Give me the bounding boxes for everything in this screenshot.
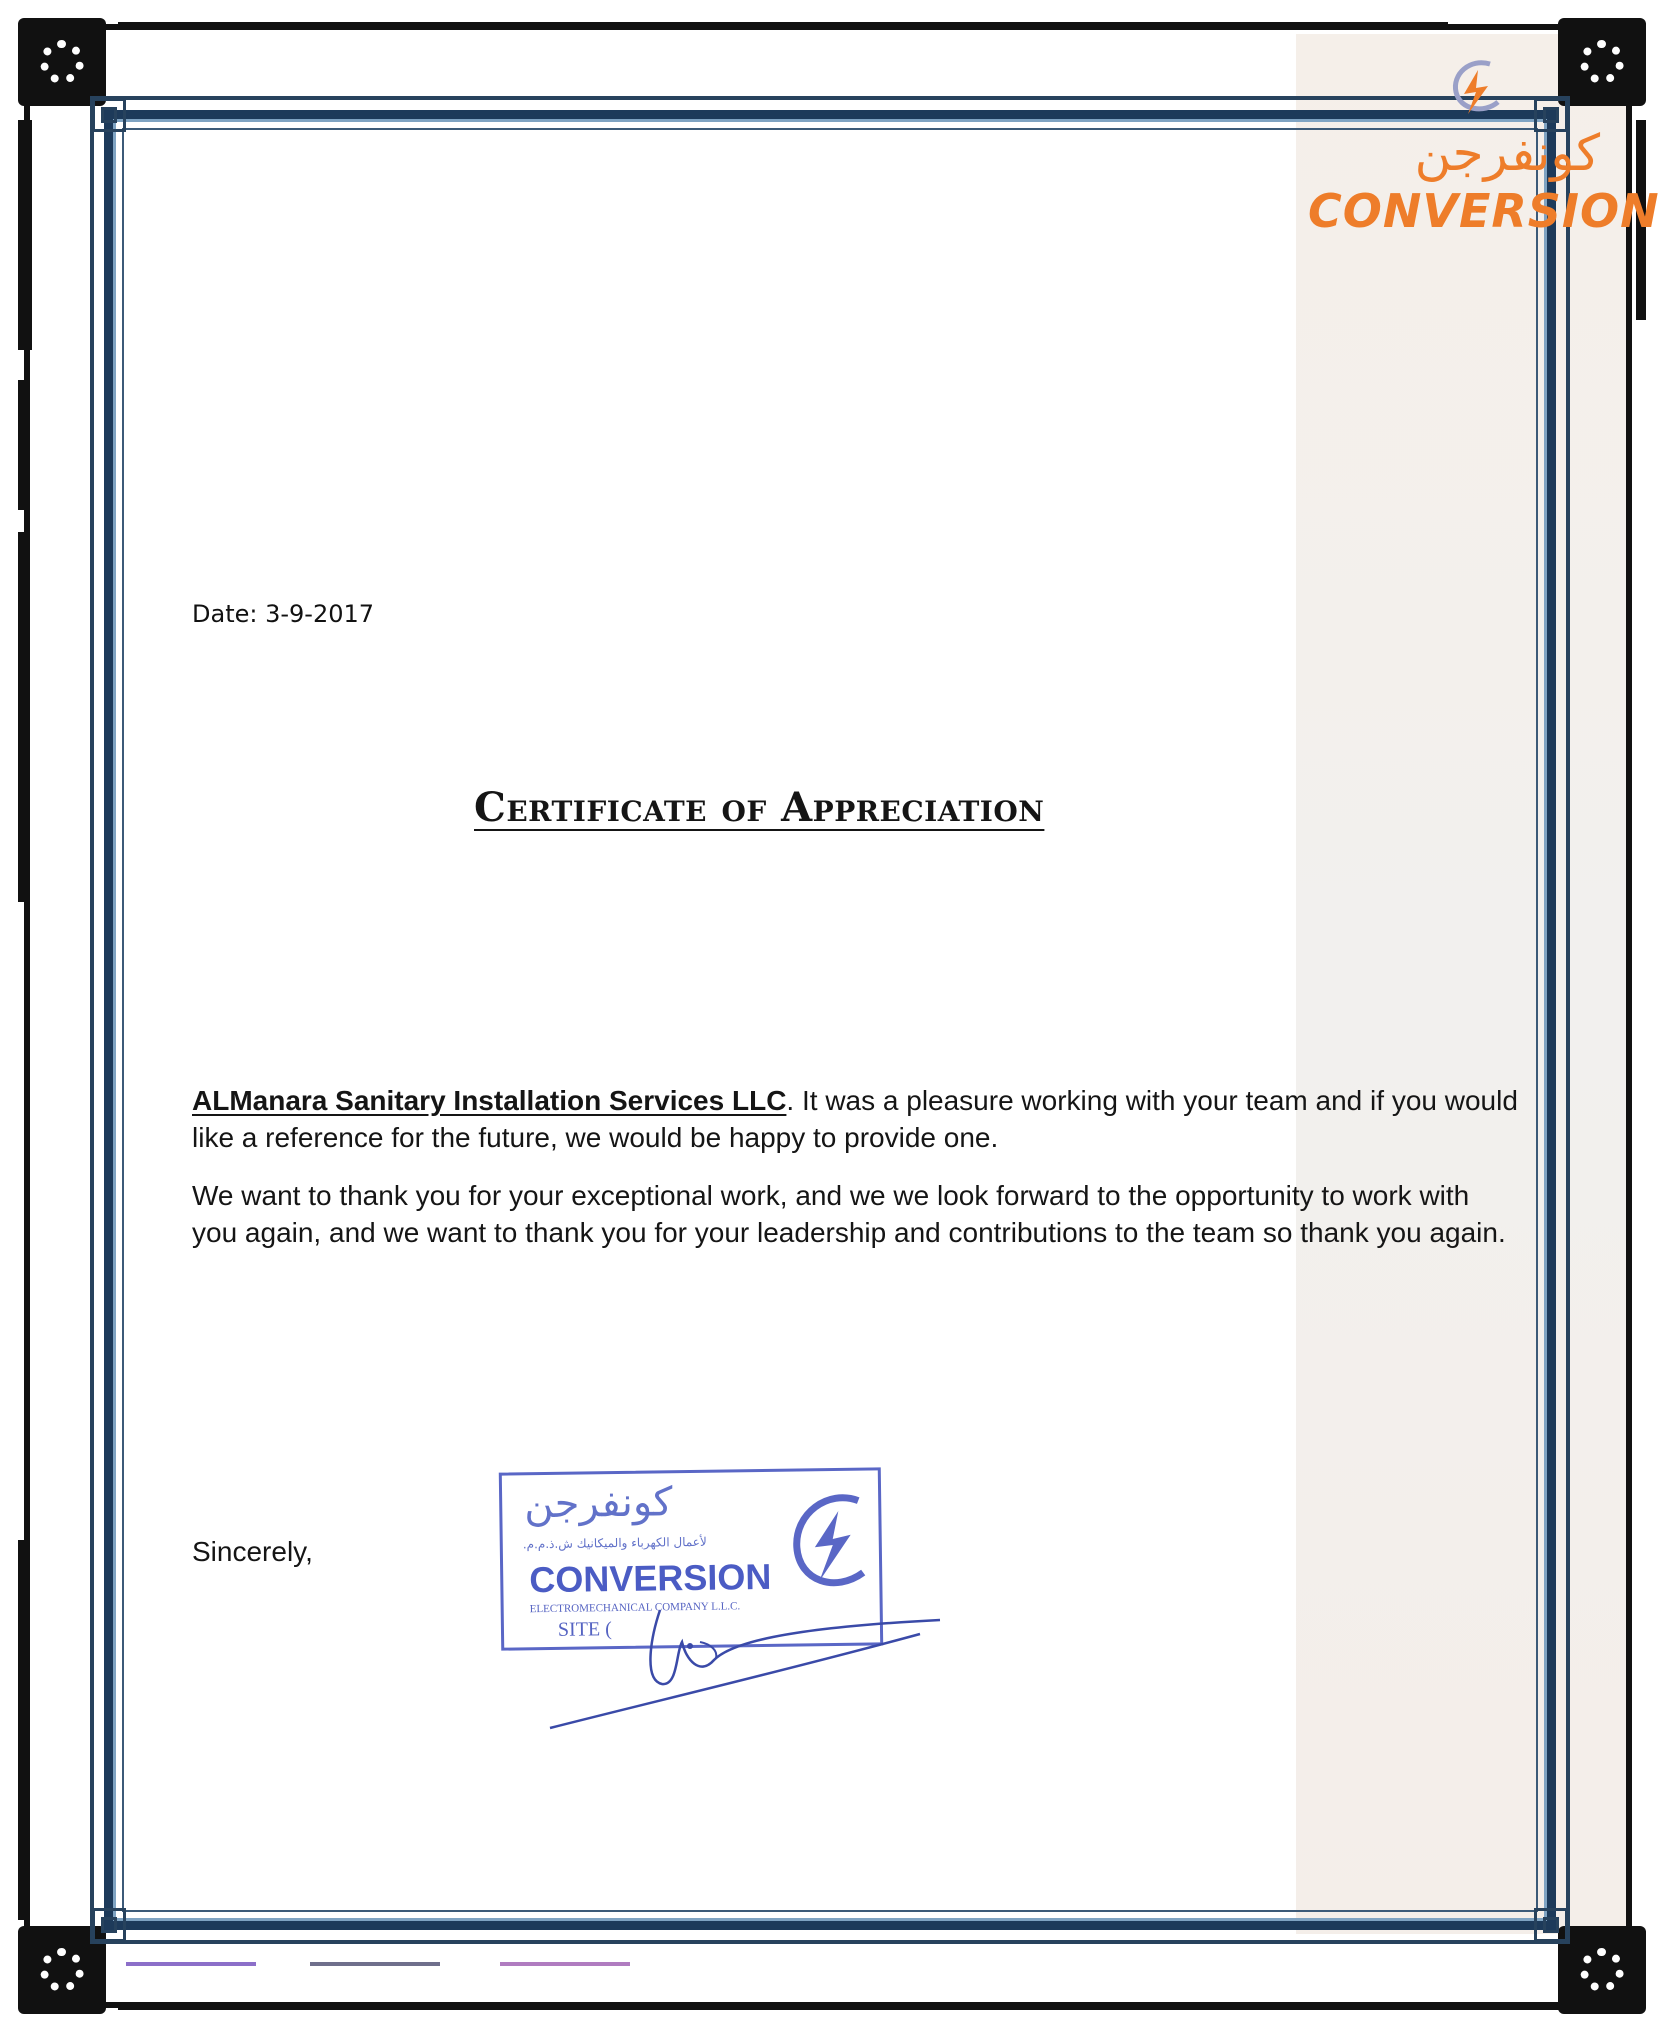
- frame-knot-icon: [92, 1908, 126, 1942]
- corner-ornament-icon: [18, 18, 106, 106]
- frame-knot-icon: [92, 98, 126, 132]
- scan-mark: [126, 1962, 256, 1966]
- company-logo: [1300, 56, 1660, 256]
- recipient-company: ALManara Sanitary Installation Services LLC: [192, 1085, 787, 1116]
- paragraph-1: [192, 1082, 1522, 1156]
- letter-date: Date: 3-9-2017: [192, 600, 375, 628]
- paragraph-2: We want to thank you for your exceptional work, and we we look forward to the opportunity to work with you again, and we want to thank you for your leadership and contributions to the team so thank you again.: [192, 1180, 1506, 1248]
- stamp-site-text: SITE (: [557, 1618, 613, 1641]
- closing-text: Sincerely,: [192, 1536, 313, 1567]
- conversion-logo-icon: [1440, 56, 1510, 126]
- corner-ornament-icon: [1558, 1926, 1646, 2014]
- logo-arabic-text: كونفرجن: [1414, 124, 1600, 182]
- edge-bar: [18, 380, 28, 510]
- stamp-logo-icon: [778, 1484, 876, 1605]
- stamp-company-name: CONVERSION: [528, 1555, 772, 1601]
- scan-mark: [500, 1962, 630, 1966]
- signature-scribble: [540, 1600, 960, 1740]
- stamp-company-subtitle: ELECTROMECHANICAL COMPANY L.L.C.: [529, 1600, 741, 1616]
- edge-bar: [18, 532, 28, 902]
- edge-bar: [118, 2002, 1578, 2010]
- scan-mark: [310, 1962, 440, 1966]
- edge-bar: [18, 120, 32, 350]
- frame-knot-icon: [1534, 1908, 1568, 1942]
- paragraph-1-text: . It was a pleasure working with your team and if you would like a reference for the future, we would be happy to provide one.: [192, 1085, 1518, 1153]
- certificate-title: Certificate of Appreciation: [474, 784, 1045, 831]
- logo-latin-text: CONVERSION: [1308, 184, 1660, 238]
- edge-bar: [118, 22, 1448, 30]
- edge-bar: [18, 1540, 28, 1920]
- stamp-arabic-text: كونفرجن: [523, 1479, 673, 1528]
- stamp-arabic-subtext: لأعمال الكهرباء والميكانيك ش.ذ.م.م.: [522, 1534, 707, 1552]
